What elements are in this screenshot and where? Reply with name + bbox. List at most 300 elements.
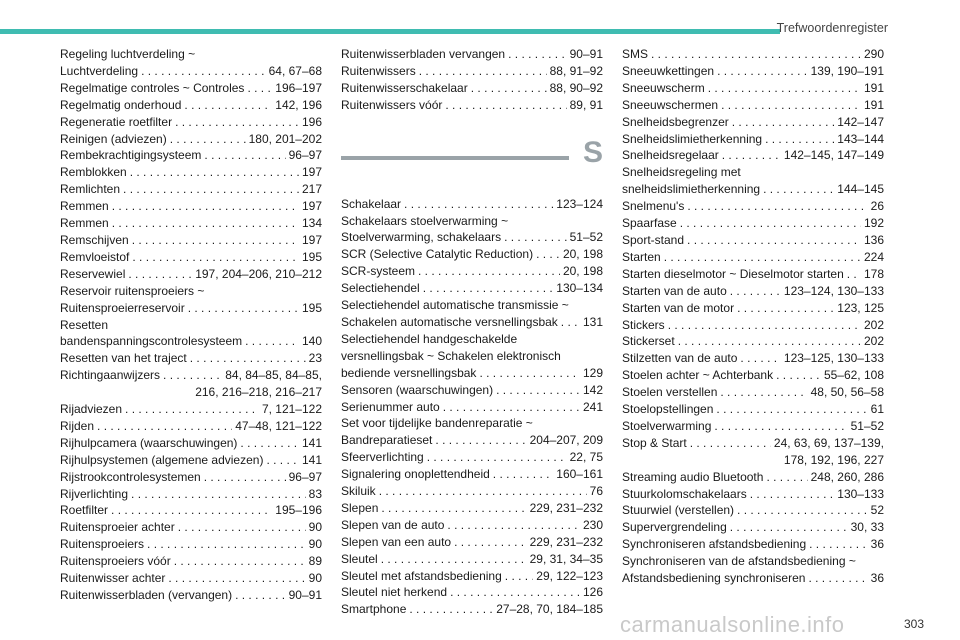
index-entry <box>622 147 884 164</box>
index-term: Stoelopstellingen <box>622 402 714 417</box>
index-term: Stilzetten van de auto <box>622 351 738 366</box>
index-entry <box>60 367 322 401</box>
dot-leader <box>132 232 299 249</box>
index-term: Ruitensproeier achter <box>60 520 175 535</box>
dot-leader <box>471 80 547 97</box>
page-reference[interactable]: 217 <box>301 182 322 197</box>
dot-leader <box>737 502 868 519</box>
index-entry <box>341 551 603 568</box>
index-entry-prefix: Snelheidsregeling met <box>622 165 741 180</box>
index-term: Remblokken <box>60 165 127 180</box>
dot-leader <box>163 367 222 384</box>
index-term: Remlichten <box>60 182 121 197</box>
index-entry <box>60 249 322 266</box>
index-term: Snelmenu's <box>622 199 685 214</box>
index-term: Rijhulpsystemen (algemene adviezen) <box>60 452 264 467</box>
dot-leader <box>128 266 192 283</box>
index-entry <box>622 418 884 435</box>
index-entry <box>622 486 884 503</box>
page-reference[interactable]: 202 <box>863 334 884 349</box>
page-reference[interactable]: 134 <box>301 216 322 231</box>
dot-leader <box>184 97 272 114</box>
page-reference[interactable]: 7, 121–122 <box>261 402 322 417</box>
dot-leader <box>664 249 861 266</box>
page-reference[interactable]: 130–133 <box>837 486 884 501</box>
index-entry <box>60 114 322 131</box>
page-reference-continued[interactable]: 216, 216–218, 216–217 <box>195 385 322 400</box>
index-column-3 <box>622 46 884 587</box>
page-reference[interactable]: 196 <box>301 114 322 129</box>
page-reference[interactable]: 195–196 <box>275 503 322 518</box>
index-entry <box>60 215 322 232</box>
page-reference[interactable]: 196–197 <box>275 80 322 95</box>
dot-leader <box>247 80 272 97</box>
dot-leader <box>240 435 299 452</box>
index-entry <box>622 283 884 300</box>
index-term: Slepen van de auto <box>341 517 445 532</box>
dot-leader <box>847 266 861 283</box>
index-term: Selectiehendel <box>341 281 420 296</box>
page-reference[interactable]: 23 <box>308 351 322 366</box>
page-reference[interactable]: 241 <box>582 399 603 414</box>
index-entry <box>622 63 884 80</box>
page-reference[interactable]: 26 <box>870 199 884 214</box>
index-term: Remvloeistof <box>60 249 130 264</box>
index-term: Ruitenwisserschakelaar <box>341 80 468 95</box>
page-reference[interactable]: 76 <box>589 484 603 499</box>
index-term: Sleutel <box>341 551 378 566</box>
dot-leader <box>204 147 285 164</box>
page-reference[interactable]: 126 <box>582 585 603 600</box>
dot-leader <box>766 469 807 486</box>
page-reference[interactable]: 36 <box>870 571 884 586</box>
dot-leader <box>435 432 526 449</box>
index-entry <box>622 198 884 215</box>
index-term: Remschijven <box>60 232 129 247</box>
index-entry <box>60 570 322 587</box>
page-reference[interactable]: 204–207, 209 <box>529 433 603 448</box>
page-reference[interactable]: 142, 196 <box>275 97 322 112</box>
page-reference[interactable]: 248, 260, 286 <box>810 469 884 484</box>
page-reference[interactable]: 197 <box>301 232 322 247</box>
page-reference[interactable]: 136 <box>863 232 884 247</box>
index-term: Starten van de motor <box>622 300 735 315</box>
index-term: Reservewiel <box>60 266 126 281</box>
index-entry <box>341 246 603 263</box>
index-entry <box>622 317 884 334</box>
dot-leader <box>427 449 567 466</box>
index-entry <box>60 401 322 418</box>
dot-leader <box>245 333 299 350</box>
dot-leader <box>174 553 306 570</box>
index-term: Ruitenwissers vóór <box>341 97 443 112</box>
page-reference[interactable]: 197, 204–206, 210–212 <box>195 266 322 281</box>
index-term: Synchroniseren afstandsbediening <box>622 537 807 552</box>
page-reference[interactable]: 197 <box>301 165 322 180</box>
index-entry <box>622 131 884 148</box>
dot-leader <box>168 570 305 587</box>
index-term: Spaarfase <box>622 216 677 231</box>
page-reference[interactable]: 178 <box>863 266 884 281</box>
page-reference[interactable]: 180, 201–202 <box>248 131 322 146</box>
dot-leader <box>190 350 306 367</box>
page-number: 303 <box>903 617 924 631</box>
index-term: Starten <box>622 249 661 264</box>
dot-leader <box>493 466 553 483</box>
page-reference[interactable]: 192 <box>863 216 884 231</box>
dot-leader <box>454 534 527 551</box>
page-reference[interactable]: 141 <box>301 452 322 467</box>
index-term: Stoelverwarming, schakelaars <box>341 230 502 245</box>
page-reference[interactable]: 22, 75 <box>569 450 603 465</box>
page-reference[interactable]: 160–161 <box>556 467 603 482</box>
dot-leader <box>722 147 781 164</box>
index-term: bandenspanningscontrolesysteem <box>60 334 243 349</box>
index-entry <box>341 263 603 280</box>
index-entry <box>622 249 884 266</box>
dot-leader <box>178 519 306 536</box>
index-entry <box>622 80 884 97</box>
page-reference[interactable]: 139, 190–191 <box>810 63 884 78</box>
index-term: Sneeuwschermen <box>622 97 719 112</box>
index-term: Ruitenwisserbladen vervangen <box>341 47 506 61</box>
page-header-title: Trefwoordenregister <box>776 21 888 35</box>
index-entry <box>60 46 322 80</box>
dot-leader <box>112 198 299 215</box>
dot-leader <box>170 131 246 148</box>
index-term: Afstandsbediening synchroniseren <box>622 571 806 586</box>
dot-leader <box>130 164 299 181</box>
index-term: bediende versnellingsbak <box>341 365 477 380</box>
page-reference[interactable]: 29, 31, 34–35 <box>529 551 603 566</box>
dot-leader <box>381 500 526 517</box>
page-reference[interactable]: 90 <box>308 520 322 535</box>
index-entry <box>60 147 322 164</box>
index-term: Ruitenwissers <box>341 63 416 78</box>
index-entry <box>60 317 322 351</box>
index-term: Streaming audio Bluetooth <box>622 469 764 484</box>
page-reference[interactable]: 290 <box>863 47 884 61</box>
dot-leader <box>678 333 861 350</box>
index-term: Resetten van het traject <box>60 351 187 366</box>
index-term: snelheidslimietherkenning <box>622 182 761 197</box>
dot-leader <box>505 568 533 585</box>
page-reference[interactable]: 197 <box>301 199 322 214</box>
index-entry <box>60 486 322 503</box>
index-entry <box>622 536 884 553</box>
index-entry <box>60 469 322 486</box>
index-entry <box>60 283 322 317</box>
dot-leader <box>447 517 580 534</box>
index-entry <box>60 519 322 536</box>
index-entry <box>622 164 884 198</box>
page-reference[interactable]: 64, 67–68 <box>268 63 322 78</box>
index-term: Rijstrookcontrolesystemen <box>60 469 201 484</box>
index-entry <box>341 297 603 331</box>
index-entry <box>60 452 322 469</box>
page-reference[interactable]: 142 <box>582 382 603 397</box>
index-term: Schakelen automatische versnellingsbak <box>341 314 558 329</box>
page-reference[interactable]: 61 <box>870 402 884 417</box>
index-entry <box>341 213 603 247</box>
watermark: carmanualsonline.info <box>620 612 845 637</box>
dot-leader <box>732 114 835 131</box>
index-term: Ruitenwisser achter <box>60 571 166 586</box>
dot-leader <box>125 401 259 418</box>
page-reference[interactable]: 55–62, 108 <box>823 368 884 383</box>
page-reference[interactable]: 83 <box>308 486 322 501</box>
index-entry <box>60 536 322 553</box>
index-term: Sport-stand <box>622 232 685 247</box>
index-entry <box>622 114 884 131</box>
index-term: Stoelverwarming <box>622 418 712 433</box>
index-term: Starten van de auto <box>622 283 727 298</box>
index-term: Ruitenwisserbladen (vervangen) <box>60 588 233 602</box>
index-entry <box>622 502 884 519</box>
index-entry <box>341 483 603 500</box>
index-entry <box>622 367 884 384</box>
page-reference[interactable]: 123, 125 <box>837 300 884 315</box>
index-term: Sleutel niet herkend <box>341 585 448 600</box>
page-reference[interactable]: 24, 63, 69, 137–139, <box>773 435 884 450</box>
dot-leader <box>809 536 868 553</box>
dot-leader <box>716 401 867 418</box>
page-reference[interactable]: 52 <box>870 503 884 518</box>
dot-leader <box>443 399 580 416</box>
page-reference[interactable]: 89, 91 <box>569 97 603 112</box>
dot-leader <box>381 551 527 568</box>
index-entry <box>60 80 322 97</box>
index-term: Stickers <box>622 317 665 332</box>
page-reference[interactable]: 51–52 <box>850 418 884 433</box>
dot-leader <box>687 232 861 249</box>
index-entry <box>341 466 603 483</box>
index-entry <box>341 517 603 534</box>
index-entry <box>341 534 603 551</box>
page-reference[interactable]: 191 <box>863 97 884 112</box>
page-reference[interactable]: 123–124, 130–133 <box>783 283 884 298</box>
page-reference[interactable]: 131 <box>582 314 603 329</box>
page-reference[interactable]: 96–97 <box>288 469 322 484</box>
index-term: Rijden <box>60 418 95 433</box>
page-reference[interactable]: 48, 50, 56–58 <box>810 385 884 400</box>
page-reference[interactable]: 141 <box>301 435 322 450</box>
index-entry <box>341 63 603 80</box>
index-entry <box>60 181 322 198</box>
index-entry <box>622 97 884 114</box>
index-term: Remmen <box>60 216 109 231</box>
index-entry <box>622 215 884 232</box>
page-reference-continued[interactable]: 178, 192, 196, 227 <box>783 452 884 467</box>
index-entry <box>60 350 322 367</box>
page-reference[interactable]: 36 <box>870 537 884 552</box>
index-entry <box>622 46 884 63</box>
index-term: Stop & Start <box>622 435 687 450</box>
dot-leader <box>720 384 807 401</box>
index-entry <box>60 198 322 215</box>
index-term: Luchtverdeling <box>60 63 139 78</box>
page-reference[interactable]: 123–125, 130–133 <box>783 351 884 366</box>
page-reference[interactable]: 88, 90–92 <box>549 80 603 95</box>
index-entry <box>60 232 322 249</box>
dot-leader <box>690 435 771 452</box>
index-column-2 <box>341 46 603 618</box>
dot-leader <box>808 570 867 587</box>
dot-leader <box>730 283 781 300</box>
page-reference[interactable]: 96–97 <box>288 148 322 163</box>
dot-leader <box>188 300 299 317</box>
index-entry <box>60 131 322 148</box>
dot-leader <box>111 502 272 519</box>
index-term: Stoelen verstellen <box>622 385 718 400</box>
dot-leader <box>175 114 299 131</box>
page-reference[interactable]: 90–91 <box>569 47 603 61</box>
dot-leader <box>721 97 861 114</box>
index-term: Snelheidsbegrenzer <box>622 114 729 129</box>
section-rule <box>341 156 569 160</box>
dot-leader <box>765 131 834 148</box>
page-reference[interactable]: 30, 33 <box>850 520 884 535</box>
index-column-1 <box>60 46 322 604</box>
index-term: Ruitensproeiers vóór <box>60 554 171 569</box>
index-entry <box>341 46 603 63</box>
index-term: Rijverlichting <box>60 486 129 501</box>
index-term: Richtingaanwijzers <box>60 368 161 383</box>
index-term: Sneeuwkettingen <box>622 63 715 78</box>
index-entry <box>341 415 603 449</box>
dot-leader <box>730 519 848 536</box>
page-reference[interactable]: 191 <box>863 80 884 95</box>
index-term: Skiluik <box>341 484 376 499</box>
dot-leader <box>508 46 567 63</box>
dot-leader <box>737 300 834 317</box>
index-entry <box>341 601 603 618</box>
index-term: Stuurkolomschakelaars <box>622 486 747 501</box>
index-entry <box>60 164 322 181</box>
index-term: SMS <box>622 47 649 61</box>
dot-leader <box>740 350 780 367</box>
dot-leader <box>132 249 299 266</box>
page-reference[interactable]: 84, 84–85, 84–85, <box>225 368 322 383</box>
index-entry <box>622 333 884 350</box>
page-reference[interactable]: 202 <box>863 317 884 332</box>
section-divider <box>341 135 603 196</box>
dot-leader <box>714 418 847 435</box>
index-entry <box>60 266 322 283</box>
index-term: Starten dieselmotor ~ Dieselmotor starten <box>622 266 844 281</box>
index-entry <box>622 300 884 317</box>
index-entry-prefix: Selectiehendel automatische transmissie ~ <box>341 298 569 313</box>
dot-leader <box>112 215 299 232</box>
index-term: Supervergrendeling <box>622 520 727 535</box>
index-entry <box>341 500 603 517</box>
dot-leader <box>97 418 232 435</box>
dot-leader <box>504 229 567 246</box>
dot-leader <box>536 246 560 263</box>
index-term: Slepen <box>341 500 379 515</box>
page-reference[interactable]: 229, 231–232 <box>529 500 603 515</box>
index-entry <box>622 350 884 367</box>
page-reference[interactable]: 88, 91–92 <box>549 63 603 78</box>
index-entry-prefix: Reservoir ruitensproeiers ~ <box>60 283 205 298</box>
index-term: Regeneratie roetfilter <box>60 114 173 129</box>
page-reference[interactable]: 20, 198 <box>562 247 603 262</box>
index-entry <box>622 435 884 469</box>
index-term: Regelmatig onderhoud <box>60 97 182 112</box>
page-reference[interactable]: 89 <box>308 554 322 569</box>
page-reference[interactable]: 90 <box>308 537 322 552</box>
page-reference[interactable]: 90 <box>308 571 322 586</box>
page-reference[interactable]: 224 <box>863 249 884 264</box>
index-term: Serienummer auto <box>341 399 440 414</box>
page-reference[interactable]: 230 <box>582 517 603 532</box>
dot-leader <box>404 196 553 213</box>
dot-leader <box>266 452 299 469</box>
index-term: Sensoren (waarschuwingen) <box>341 382 494 397</box>
page-reference[interactable]: 130–134 <box>556 281 603 296</box>
page-reference[interactable]: 29, 122–123 <box>536 568 603 583</box>
page-reference[interactable]: 123–124 <box>556 196 603 211</box>
dot-leader <box>147 536 306 553</box>
page-reference[interactable]: 229, 231–232 <box>529 534 603 549</box>
page-reference[interactable]: 195 <box>301 249 322 264</box>
index-term: Snelheidslimietherkenning <box>622 131 763 146</box>
section-letter: S <box>582 135 603 169</box>
page-reference[interactable]: 142–145, 147–149 <box>783 148 884 163</box>
index-entry <box>622 519 884 536</box>
page-reference[interactable]: 27–28, 70, 184–185 <box>496 602 603 617</box>
page-reference[interactable]: 144–145 <box>837 182 884 197</box>
index-entry <box>60 97 322 114</box>
index-term: Stickerset <box>622 334 675 349</box>
index-term: Roetfilter <box>60 503 109 518</box>
page-reference[interactable]: 20, 198 <box>562 264 603 279</box>
index-entry <box>341 382 603 399</box>
index-entry <box>341 280 603 297</box>
index-term: Remmen <box>60 199 109 214</box>
index-term: Signalering onoplettendheid <box>341 467 490 482</box>
index-term: Sneeuwscherm <box>622 80 705 95</box>
dot-leader <box>131 486 306 503</box>
page-reference[interactable]: 195 <box>301 300 322 315</box>
index-term: Rijhulpcamera (waarschuwingen) <box>60 435 238 450</box>
index-entry <box>341 399 603 416</box>
dot-leader <box>450 584 580 601</box>
page-reference[interactable]: 51–52 <box>569 230 603 245</box>
page-reference[interactable]: 129 <box>582 365 603 380</box>
dot-leader <box>651 46 861 63</box>
dot-leader <box>123 181 299 198</box>
index-entry <box>60 418 322 435</box>
index-entry-prefix: Set voor tijdelijke bandenreparatie ~ <box>341 416 533 431</box>
dot-leader <box>708 80 861 97</box>
index-term: Smartphone <box>341 602 407 617</box>
index-entry <box>341 196 603 213</box>
page-reference[interactable]: 47–48, 121–122 <box>235 418 322 433</box>
index-entry <box>341 568 603 585</box>
header-accent-bar <box>0 29 780 34</box>
index-entry-prefix: Synchroniseren van de afstandsbediening ~ <box>622 554 856 569</box>
page-reference[interactable]: 142–147 <box>837 114 884 129</box>
dot-leader <box>235 587 286 604</box>
index-entry <box>60 553 322 570</box>
page-reference[interactable]: 140 <box>301 334 322 349</box>
dot-leader <box>419 63 547 80</box>
dot-leader <box>418 263 560 280</box>
index-entry <box>622 401 884 418</box>
page-reference[interactable]: 143–144 <box>837 131 884 146</box>
page-reference[interactable]: 90–91 <box>288 588 322 602</box>
